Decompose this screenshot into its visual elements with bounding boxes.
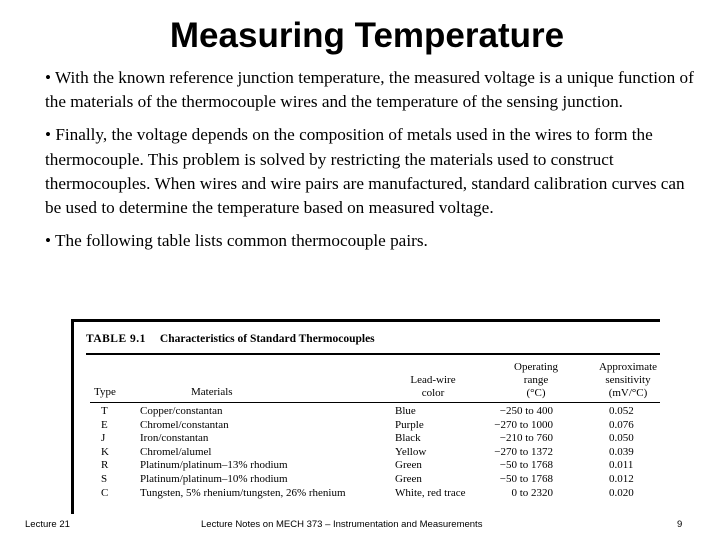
cell-type: T [101, 405, 108, 417]
header-materials: Materials [191, 386, 233, 398]
cell-range: −250 to 400 [499, 405, 553, 417]
cell-sensitivity: 0.011 [609, 459, 634, 472]
header-sensitivity [592, 361, 660, 400]
cell-sensitivity: 0.039 [609, 445, 634, 458]
bullet-item: • Finally, the voltage depends on the composition of metals used in the wires to form the thermocouple. This problem is solved by restricting the materials used to construct thermocouples. When wires and wire pairs are manufactured, standard calibration curves can be used to determine the temperature based on measured voltage. [45, 125, 685, 218]
cell-color: Black [395, 432, 421, 445]
header-lead-wire-line2: color [421, 387, 445, 399]
header-range-line1: Operating [514, 361, 558, 373]
cell-type: E [101, 418, 108, 431]
table-caption-text: Characteristics of Standard Thermocouples [159, 333, 375, 345]
cell-materials: Iron/constantan [140, 432, 209, 445]
table-row [74, 432, 660, 446]
cell-sensitivity: 0.020 [609, 486, 634, 499]
table-number: TABLE 9.1 [86, 333, 146, 345]
table-caption [86, 333, 660, 355]
header-range-line2: range [523, 374, 549, 386]
cell-materials: Chromel/constantan [140, 418, 229, 431]
cell-range: 0 to 2320 [511, 486, 553, 499]
cell-color: Green [395, 473, 422, 485]
table-row [74, 473, 660, 487]
table-row [74, 405, 660, 419]
header-sens-line2: sensitivity [605, 374, 651, 386]
cell-color: White, red trace [395, 486, 466, 499]
cell-color: Green [395, 459, 422, 472]
header-range-line3: (°C) [526, 387, 546, 399]
footer-lecture: Lecture 21 [25, 519, 70, 530]
table-row [74, 419, 660, 433]
footer-course: Lecture Notes on MECH 373 – Instrumentation and Measurements [201, 519, 483, 530]
cell-materials: Tungsten, 5% rhenium/tungsten, 26% rhenium [140, 486, 346, 499]
cell-materials: Chromel/alumel [140, 445, 212, 458]
bullet-list [45, 66, 705, 262]
cell-type: S [101, 473, 108, 485]
cell-type: K [101, 445, 109, 458]
header-lead-wire [404, 374, 462, 400]
cell-range: −50 to 1768 [499, 459, 553, 472]
cell-type: R [101, 459, 109, 472]
footer-page-number: 9 [677, 519, 683, 530]
cell-range: −270 to 1000 [494, 418, 553, 431]
cell-type: J [101, 432, 106, 445]
header-type: Type [94, 386, 116, 398]
cell-range: −210 to 760 [499, 432, 553, 445]
cell-sensitivity: 0.052 [609, 405, 634, 417]
thermocouple-table [71, 319, 660, 514]
cell-color: Blue [395, 405, 416, 417]
header-sens-line1: Approximate [598, 361, 658, 373]
header-lead-wire-line1: Lead-wire [410, 374, 456, 386]
table-row [74, 446, 660, 460]
cell-materials: Platinum/platinum–10% rhodium [140, 473, 288, 485]
table-row [74, 459, 660, 473]
cell-sensitivity: 0.050 [609, 432, 634, 445]
header-rule [90, 402, 660, 403]
header-range [504, 361, 568, 400]
cell-range: −270 to 1372 [494, 445, 553, 458]
cell-type: C [101, 486, 109, 499]
cell-materials: Copper/constantan [140, 405, 223, 417]
cell-range: −50 to 1768 [499, 473, 553, 485]
slide-title: Measuring Temperature [169, 16, 565, 55]
header-sens-line3: (mV/°C) [608, 387, 648, 399]
cell-materials: Platinum/platinum–13% rhodium [140, 459, 288, 472]
cell-color: Purple [395, 418, 424, 431]
cell-sensitivity: 0.076 [609, 418, 634, 431]
bullet-item: • The following table lists common thermocouple pairs. [45, 231, 428, 251]
cell-sensitivity: 0.012 [609, 473, 634, 485]
cell-color: Yellow [395, 445, 427, 458]
bullet-item: • With the known reference junction temperature, the measured voltage is a unique function of the materials of the thermocouple wires and the temperature of the sensing junction. [45, 68, 694, 112]
table-row [74, 487, 660, 501]
